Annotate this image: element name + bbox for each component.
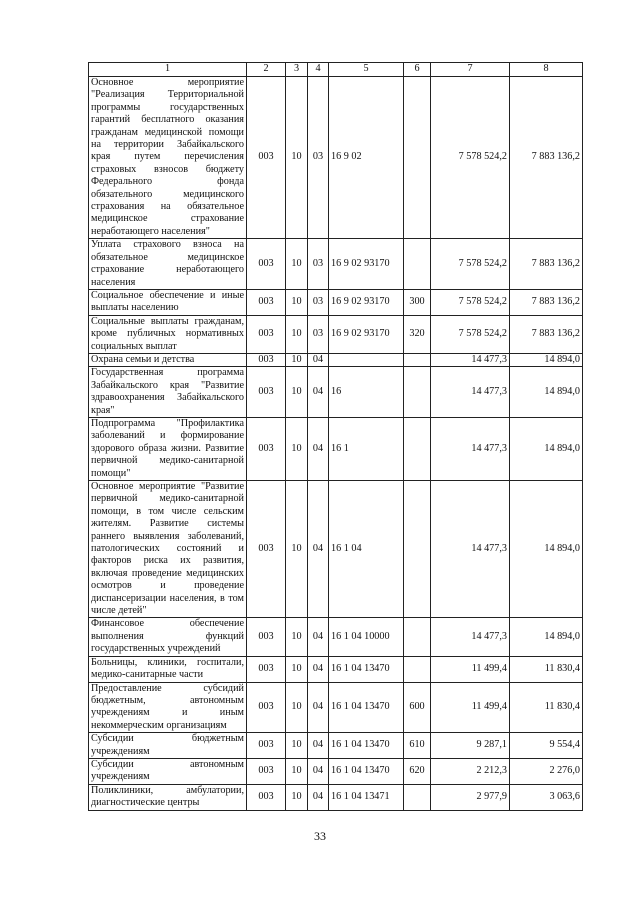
amount-year-2: 7 883 136,2: [510, 289, 583, 315]
target-article-code: 16 1 04 13470: [329, 682, 404, 733]
ministry-code: 003: [247, 367, 286, 418]
header-cell: 2: [247, 63, 286, 77]
ministry-code: 003: [247, 353, 286, 366]
header-cell: 3: [286, 63, 308, 77]
amount-year-2: 14 894,0: [510, 481, 583, 618]
table-row: [89, 656, 583, 682]
amount-year-2: 14 894,0: [510, 353, 583, 366]
subsection-code: 04: [308, 353, 329, 366]
subsection-code: 04: [308, 367, 329, 418]
subsection-code: 04: [308, 481, 329, 618]
section-code: 10: [286, 481, 308, 618]
amount-year-2: 2 276,0: [510, 758, 583, 784]
item-name: Субсидии бюджетным учреждениям: [89, 733, 247, 759]
budget-table: [88, 62, 583, 811]
item-name: Поликлиники, амбулатории, диагностические центры: [89, 784, 247, 810]
expense-type-code: [404, 784, 431, 810]
target-article-code: 16 9 02 93170: [329, 239, 404, 290]
table-row: [89, 367, 583, 418]
target-article-code: [329, 353, 404, 366]
section-code: 10: [286, 367, 308, 418]
target-article-code: 16 1 04 13471: [329, 784, 404, 810]
section-code: 10: [286, 417, 308, 480]
ministry-code: 003: [247, 733, 286, 759]
expense-type-code: [404, 239, 431, 290]
item-name: Больницы, клиники, госпитали, медико-санитарные части: [89, 656, 247, 682]
item-name: Социальное обеспечение и иные выплаты населению: [89, 289, 247, 315]
item-name: Субсидии автономным учреждениям: [89, 758, 247, 784]
item-name: Основное мероприятие "Развитие первичной медико-санитарной помощи, в том числе сельским жителям. Развитие системы раннего выявления заболеваний, патологических состояний и факторов риска их развития, включая проведение медицинских осмотров и проведение диспансеризации населения, в том числе детей": [89, 481, 247, 618]
amount-year-2: 14 894,0: [510, 618, 583, 656]
expense-type-code: [404, 481, 431, 618]
section-code: 10: [286, 315, 308, 353]
header-cell: 8: [510, 63, 583, 77]
amount-year-2: 7 883 136,2: [510, 77, 583, 239]
section-code: 10: [286, 239, 308, 290]
expense-type-code: 620: [404, 758, 431, 784]
target-article-code: 16 9 02 93170: [329, 315, 404, 353]
amount-year-1: 14 477,3: [431, 353, 510, 366]
section-code: 10: [286, 289, 308, 315]
amount-year-2: 3 063,6: [510, 784, 583, 810]
section-code: 10: [286, 618, 308, 656]
ministry-code: 003: [247, 758, 286, 784]
table-row: [89, 417, 583, 480]
ministry-code: 003: [247, 481, 286, 618]
expense-type-code: 610: [404, 733, 431, 759]
subsection-code: 04: [308, 682, 329, 733]
table-row: [89, 758, 583, 784]
subsection-code: 03: [308, 315, 329, 353]
ministry-code: 003: [247, 239, 286, 290]
header-cell: 4: [308, 63, 329, 77]
table-row: [89, 289, 583, 315]
subsection-code: 03: [308, 239, 329, 290]
subsection-code: 04: [308, 784, 329, 810]
amount-year-1: 14 477,3: [431, 618, 510, 656]
amount-year-2: 7 883 136,2: [510, 315, 583, 353]
item-name: Охрана семьи и детства: [89, 353, 247, 366]
item-name: Подпрограмма "Профилактика заболеваний и формирование здорового образа жизни. Развитие первичной медико-санитарной помощи": [89, 417, 247, 480]
section-code: 10: [286, 784, 308, 810]
expense-type-code: [404, 618, 431, 656]
amount-year-1: 2 212,3: [431, 758, 510, 784]
amount-year-1: 2 977,9: [431, 784, 510, 810]
section-code: 10: [286, 758, 308, 784]
target-article-code: 16 1 04 13470: [329, 656, 404, 682]
table-row: [89, 353, 583, 366]
expense-type-code: 600: [404, 682, 431, 733]
amount-year-2: 14 894,0: [510, 367, 583, 418]
ministry-code: 003: [247, 618, 286, 656]
table-row: [89, 239, 583, 290]
page-number: 33: [314, 829, 326, 843]
amount-year-2: 9 554,4: [510, 733, 583, 759]
item-name: Финансовое обеспечение выполнения функций государственных учреждений: [89, 618, 247, 656]
item-name: Основное мероприятие "Реализация Территориальной программы государственных гарантий бесплатного оказания гражданам медицинской помощи на территории Забайкальского края путем перечисления страховых взносов бюджету Федерального фонда обязательного медицинского страхования на обязательное медицинское страхование неработающего населения": [89, 77, 247, 239]
subsection-code: 04: [308, 733, 329, 759]
table-row: [89, 618, 583, 656]
ministry-code: 003: [247, 784, 286, 810]
target-article-code: 16 1: [329, 417, 404, 480]
expense-type-code: [404, 353, 431, 366]
header-cell: 1: [89, 63, 247, 77]
amount-year-1: 11 499,4: [431, 656, 510, 682]
amount-year-2: 14 894,0: [510, 417, 583, 480]
amount-year-2: 11 830,4: [510, 682, 583, 733]
subsection-code: 03: [308, 289, 329, 315]
item-name: Государственная программа Забайкальского края "Развитие здравоохранения Забайкальского края": [89, 367, 247, 418]
table-row: [89, 77, 583, 239]
amount-year-1: 7 578 524,2: [431, 289, 510, 315]
expense-type-code: [404, 656, 431, 682]
subsection-code: 03: [308, 77, 329, 239]
target-article-code: 16 9 02: [329, 77, 404, 239]
table-row: [89, 784, 583, 810]
ministry-code: 003: [247, 77, 286, 239]
amount-year-1: 14 477,3: [431, 367, 510, 418]
target-article-code: 16 9 02 93170: [329, 289, 404, 315]
item-name: Социальные выплаты гражданам, кроме публичных нормативных социальных выплат: [89, 315, 247, 353]
section-code: 10: [286, 733, 308, 759]
item-name: Предоставление субсидий бюджетным, автономным учреждениям и иным некоммерческим организациям: [89, 682, 247, 733]
target-article-code: 16 1 04 13470: [329, 758, 404, 784]
header-row: [89, 63, 583, 77]
amount-year-1: 9 287,1: [431, 733, 510, 759]
target-article-code: 16 1 04 13470: [329, 733, 404, 759]
subsection-code: 04: [308, 656, 329, 682]
header-cell: 6: [404, 63, 431, 77]
amount-year-1: 11 499,4: [431, 682, 510, 733]
table-body: [89, 77, 583, 811]
header-cell: 7: [431, 63, 510, 77]
section-code: 10: [286, 353, 308, 366]
expense-type-code: [404, 367, 431, 418]
expense-type-code: 320: [404, 315, 431, 353]
target-article-code: 16 1 04 10000: [329, 618, 404, 656]
amount-year-1: 7 578 524,2: [431, 77, 510, 239]
amount-year-2: 7 883 136,2: [510, 239, 583, 290]
amount-year-2: 11 830,4: [510, 656, 583, 682]
ministry-code: 003: [247, 289, 286, 315]
expense-type-code: 300: [404, 289, 431, 315]
subsection-code: 04: [308, 618, 329, 656]
amount-year-1: 14 477,3: [431, 481, 510, 618]
section-code: 10: [286, 682, 308, 733]
ministry-code: 003: [247, 417, 286, 480]
table-row: [89, 682, 583, 733]
subsection-code: 04: [308, 758, 329, 784]
ministry-code: 003: [247, 315, 286, 353]
ministry-code: 003: [247, 656, 286, 682]
subsection-code: 04: [308, 417, 329, 480]
expense-type-code: [404, 417, 431, 480]
expense-type-code: [404, 77, 431, 239]
amount-year-1: 14 477,3: [431, 417, 510, 480]
section-code: 10: [286, 77, 308, 239]
amount-year-1: 7 578 524,2: [431, 315, 510, 353]
header-cell: 5: [329, 63, 404, 77]
section-code: 10: [286, 656, 308, 682]
ministry-code: 003: [247, 682, 286, 733]
table-row: [89, 733, 583, 759]
table-row: [89, 315, 583, 353]
target-article-code: 16 1 04: [329, 481, 404, 618]
amount-year-1: 7 578 524,2: [431, 239, 510, 290]
item-name: Уплата страхового взноса на обязательное медицинское страхование неработающего населения: [89, 239, 247, 290]
target-article-code: 16: [329, 367, 404, 418]
table-row: [89, 481, 583, 618]
